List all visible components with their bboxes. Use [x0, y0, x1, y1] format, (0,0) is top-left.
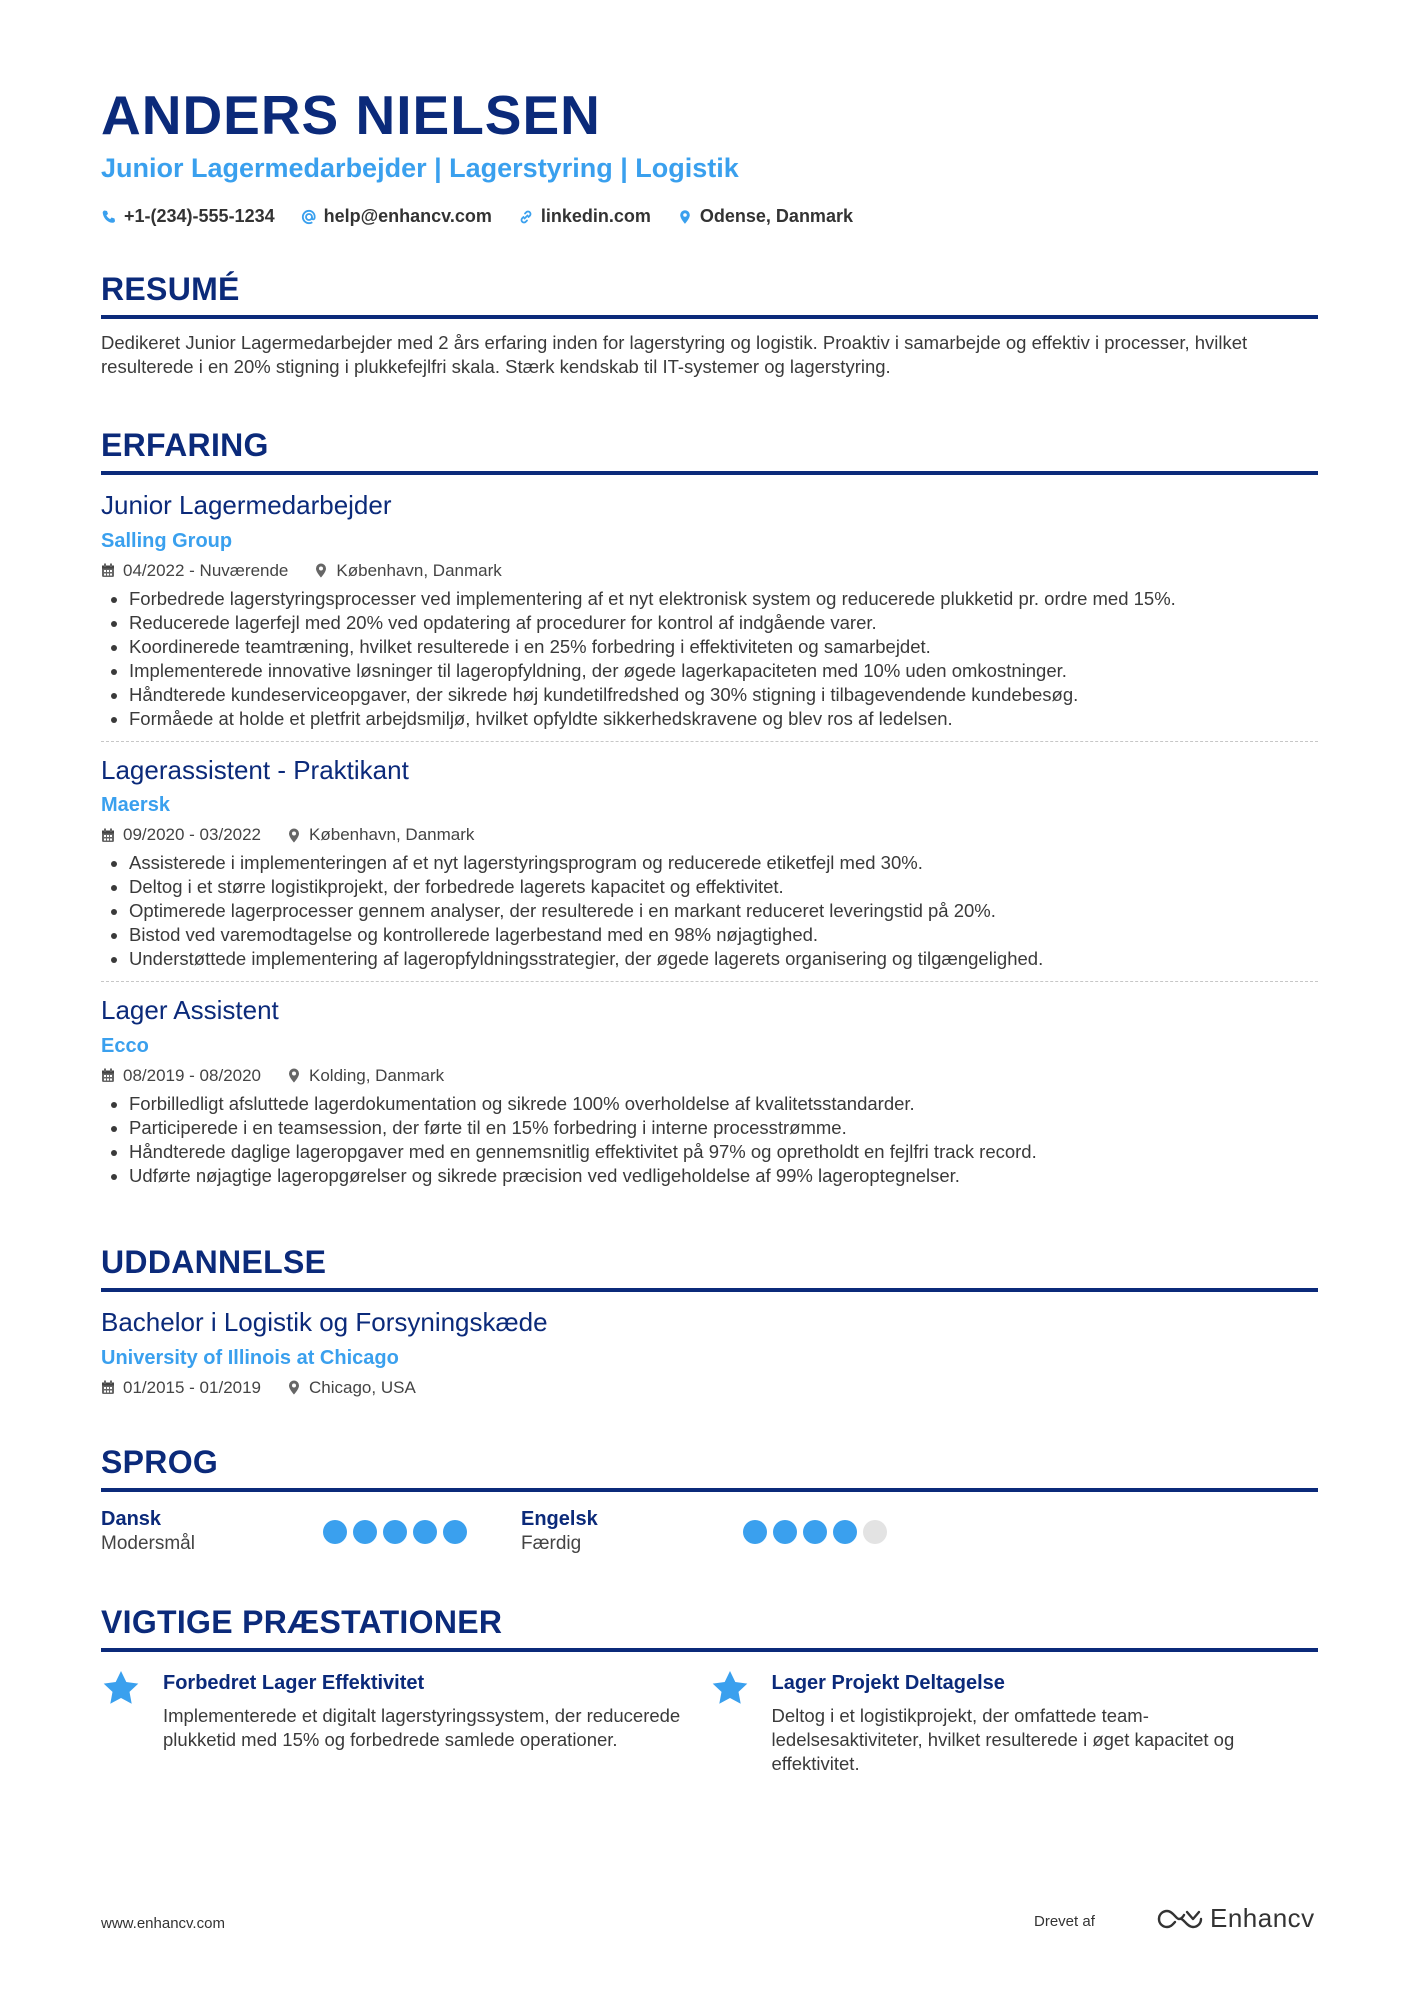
rating-dot	[323, 1520, 347, 1544]
language-item	[101, 1508, 521, 1555]
brand-logo[interactable]	[1156, 1903, 1315, 1934]
contact-bar	[101, 206, 853, 227]
contact-email[interactable]	[301, 206, 492, 227]
rating-dot	[413, 1520, 437, 1544]
contact-phone-text: +1-(234)-555-1234	[124, 206, 275, 226]
calendar-icon	[101, 563, 115, 578]
job-location	[314, 561, 501, 581]
language-name: Engelsk	[521, 1508, 598, 1530]
job-bullet: • Implementerede innovative løsninger til lageropfyldning, der øgede lagerkapaciteten med 10% uden omkostninger.	[129, 659, 1318, 683]
language-name: Dansk	[101, 1508, 162, 1530]
contact-email-text: help@enhancv.com	[323, 206, 492, 226]
at-icon	[301, 209, 317, 225]
job-location	[287, 825, 474, 845]
job-company: Salling Group	[101, 529, 233, 552]
achievement-item	[101, 1670, 710, 1776]
candidate-tagline: Junior Lagermedarbejder | Lagerstyring | Logistik	[101, 153, 739, 183]
rating-dot	[383, 1520, 407, 1544]
job-company: Ecco	[101, 1034, 149, 1057]
degree-title: Bachelor i Logistik og Forsyningskæde	[101, 1307, 548, 1337]
section-divider	[101, 1648, 1318, 1652]
language-level: Færdig	[521, 1533, 582, 1554]
calendar-icon	[101, 828, 115, 843]
contact-linkedin-text: linkedin.com	[540, 206, 651, 226]
achievements-section	[101, 1606, 1318, 1776]
job-divider	[101, 981, 1318, 982]
job-location-text: København, Danmark	[309, 825, 475, 845]
summary-text: Dedikeret Junior Lagermedarbejder med 2 års erfaring inden for lagerstyring og logistik. Proaktiv i samarbejde og effektiv i processer, hvilket resulterede i en 20% stigning i plukkefejlfri skala. Stærk kendskab til IT-systemer og lagerstyring.	[101, 332, 1248, 377]
job-bullet: • Reducerede lagerfejl med 20% ved opdatering af procedurer for kontrol af indgående varer.	[129, 611, 1318, 635]
rating-dot	[743, 1520, 767, 1544]
language-level: Modersmål	[101, 1533, 195, 1554]
achievement-title: Forbedret Lager Effektivitet	[163, 1672, 425, 1694]
job-bullets	[101, 1092, 1318, 1188]
job-dates	[101, 1066, 261, 1086]
job-meta	[101, 561, 1318, 581]
education-meta	[101, 1378, 1318, 1398]
rating-dot	[803, 1520, 827, 1544]
location-pin-icon	[287, 1380, 301, 1395]
rating-dot	[863, 1520, 887, 1544]
job-bullet: • Understøttede implementering af lageropfyldningsstrategier, der øgede lagerets organisering og tilgængelighed.	[129, 947, 1318, 971]
languages-list	[101, 1508, 1318, 1555]
section-title: RESUMÉ	[101, 271, 240, 307]
job-bullet: • Forbilledligt afsluttede lagerdokumentation og sikrede 100% overholdelse af kvalitetsstandarder.	[129, 1092, 1318, 1116]
rating-dot	[833, 1520, 857, 1544]
achievement-item	[710, 1670, 1319, 1776]
education-dates	[101, 1378, 261, 1398]
section-divider	[101, 471, 1318, 475]
school-name: University of Illinois at Chicago	[101, 1346, 399, 1369]
job-bullets	[101, 587, 1318, 731]
contact-location	[677, 206, 853, 227]
section-divider	[101, 1288, 1318, 1292]
job-location-text: København, Danmark	[336, 560, 502, 580]
link-icon	[518, 209, 534, 225]
job-entry	[101, 756, 1318, 983]
job-dates-text: 09/2020 - 03/2022	[123, 825, 262, 845]
job-bullet: • Håndterede kundeserviceopgaver, der sikrede høj kundetilfredshed og 30% stigning i tilbagevendende kundebesøg.	[129, 683, 1318, 707]
job-divider	[101, 741, 1318, 742]
job-bullet: • Participerede i en teamsession, der førte til en 15% forbedring i interne processtrømme.	[129, 1116, 1318, 1140]
section-title: SPROG	[101, 1444, 219, 1480]
rating-dot	[353, 1520, 377, 1544]
job-bullet: • Forbedrede lagerstyringsprocesser ved implementering af et nyt elektronisk system og reducerede plukketid pr. ordre med 15%.	[129, 587, 1318, 611]
languages-section	[101, 1446, 1318, 1555]
achievements-list	[101, 1670, 1318, 1776]
job-title: Lager Assistent	[101, 995, 279, 1026]
job-dates-text: 04/2022 - Nuværende	[123, 560, 289, 580]
location-pin-icon	[287, 828, 301, 843]
job-bullet: • Udførte nøjagtige lageropgørelser og sikrede præcision ved vedligeholdelse af 99% lageroptegnelser.	[129, 1164, 1318, 1188]
phone-icon	[101, 209, 117, 225]
enhancv-logo-icon	[1156, 1906, 1204, 1932]
job-title: Lagerassistent - Praktikant	[101, 754, 409, 785]
summary-section	[101, 273, 1318, 379]
job-bullet: • Håndterede daglige lageropgaver med en gennemsnitlig effektivitet på 97% og opretholdt en fejlfri track record.	[129, 1140, 1318, 1164]
brand-name: Enhancv	[1210, 1903, 1315, 1933]
language-rating	[323, 1520, 467, 1555]
footer-url[interactable]: www.enhancv.com	[101, 1915, 225, 1932]
job-entry	[101, 996, 1318, 1188]
section-title: UDDANNELSE	[101, 1244, 327, 1280]
rating-dot	[773, 1520, 797, 1544]
education-section	[101, 1246, 1318, 1398]
contact-phone[interactable]	[101, 206, 275, 227]
location-pin-icon	[287, 1068, 301, 1083]
candidate-name: ANDERS NIELSEN	[101, 84, 601, 146]
contact-linkedin[interactable]	[518, 206, 651, 227]
job-bullet: • Optimerede lagerprocesser gennem analyser, der resulterede i en markant reduceret leveringstid på 20%.	[129, 899, 1318, 923]
powered-by-label: Drevet af	[1034, 1913, 1095, 1930]
job-bullet: • Assisterede i implementeringen af et nyt lagerstyringsprogram og reducerede etiketfejl med 30%.	[129, 851, 1318, 875]
education-dates-text: 01/2015 - 01/2019	[123, 1377, 262, 1397]
section-title: ERFARING	[101, 427, 269, 463]
star-icon	[101, 1670, 141, 1706]
rating-dot	[443, 1520, 467, 1544]
section-title: VIGTIGE PRÆSTATIONER	[101, 1604, 503, 1640]
star-icon	[710, 1670, 750, 1706]
education-location-text: Chicago, USA	[309, 1377, 416, 1397]
job-company: Maersk	[101, 794, 170, 817]
job-dates	[101, 825, 261, 845]
achievement-description: Implementerede et digitalt lagerstyringssystem, der reducerede plukketid med 15% og forbedrede samlede operationer.	[163, 1705, 681, 1750]
section-divider	[101, 315, 1318, 319]
job-bullet: • Bistod ved varemodtagelse og kontrollerede lagerbestand med en 98% nøjagtighed.	[129, 923, 1318, 947]
section-divider	[101, 1488, 1318, 1492]
location-pin-icon	[314, 563, 328, 578]
job-bullets	[101, 851, 1318, 971]
job-location-text: Kolding, Danmark	[309, 1065, 445, 1085]
language-rating	[743, 1520, 887, 1555]
education-entry	[101, 1308, 1318, 1398]
location-pin-icon	[677, 209, 693, 225]
experience-section	[101, 429, 1318, 1188]
job-location	[287, 1066, 444, 1086]
calendar-icon	[101, 1068, 115, 1083]
job-bullet: • Formåede at holde et pletfrit arbejdsmiljø, hvilket opfyldte sikkerhedskravene og blev ros af ledelsen.	[129, 707, 1318, 731]
language-item	[521, 1508, 941, 1555]
job-title: Junior Lagermedarbejder	[101, 490, 392, 520]
job-bullet: • Deltog i et større logistikprojekt, der forbedrede lagerets kapacitet og effektivitet.	[129, 875, 1318, 899]
job-entry	[101, 491, 1318, 742]
job-meta	[101, 1066, 1318, 1086]
job-dates-text: 08/2019 - 08/2020	[123, 1065, 262, 1085]
education-location	[287, 1378, 416, 1398]
job-bullet: • Koordinerede teamtræning, hvilket resulterede i en 25% forbedring i effektiviteten og samarbejdet.	[129, 635, 1318, 659]
achievement-title: Lager Projekt Deltagelse	[771, 1672, 1005, 1694]
achievement-description: Deltog i et logistikprojekt, der omfattede team-ledelsesaktiviteter, hvilket resulterede i øget kapacitet og effektivitet.	[771, 1705, 1235, 1774]
job-meta	[101, 825, 1318, 845]
contact-location-text: Odense, Danmark	[699, 206, 853, 226]
calendar-icon	[101, 1380, 115, 1395]
job-dates	[101, 561, 288, 581]
